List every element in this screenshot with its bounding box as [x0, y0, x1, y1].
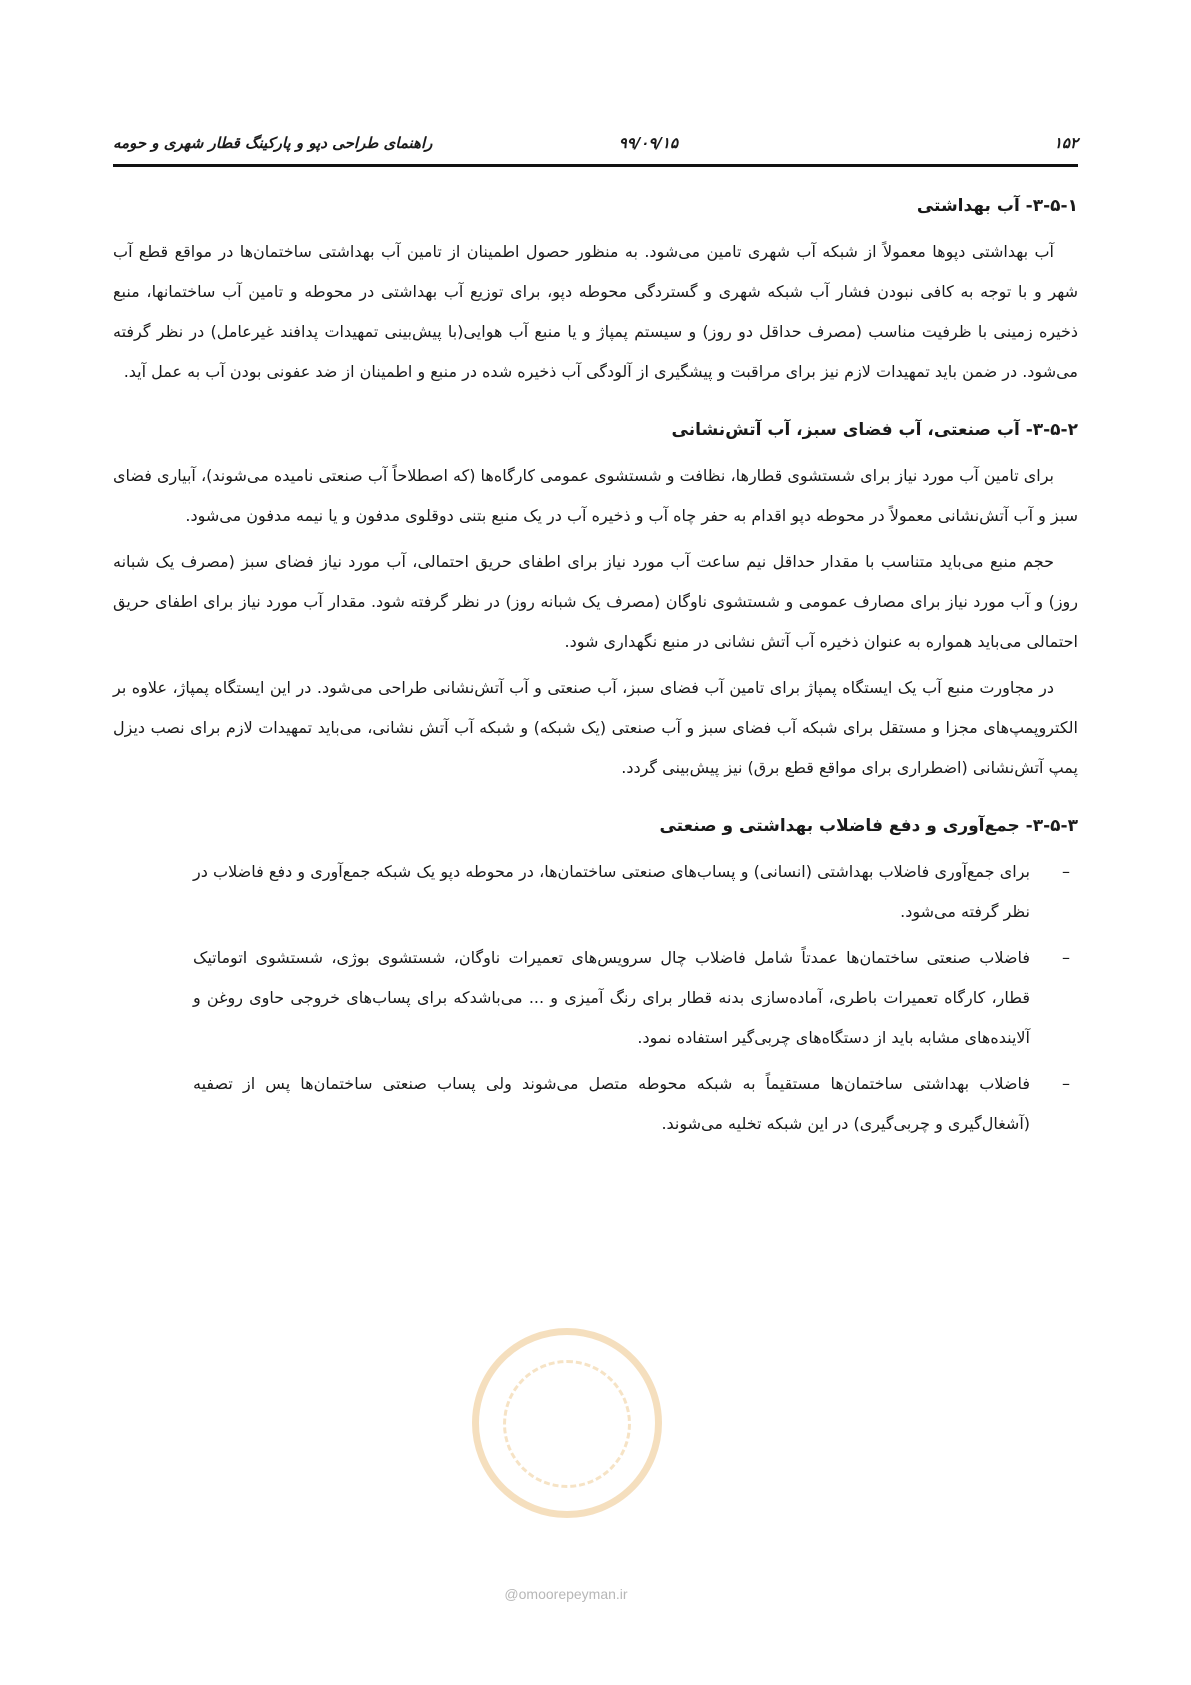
bullet-list [113, 852, 1078, 1144]
paragraph: آب بهداشتی دپوها معمولاً از شبکه آب شهری تامین می‌شود. به منظور حصول اطمینان از تامین آب بهداشتی ساختمان‌ها در مواقع قطع آب شهر و با توجه به کافی نبودن فشار آب شبکه شهری و گستردگی محوطه دپو، برای توزیع آب بهداشتی در محوطه و تامین آب ساختمانها، منبع ذخیره زمینی با ظرفیت مناسب (مصرف حداقل دو روز) و سیستم پمپاژ و یا منبع آب هوایی(با پیش‌بینی تمهیدات پدافند غیرعامل) در نظر گرفته می‌شود. در ضمن باید تمهیدات لازم نیز برای مراقبت و پیشگیری از آلودگی آب ذخیره شده در منبع و اطمینان از ضد عفونی بودن آب به عمل آید. [113, 242, 1078, 381]
bullet-marker: – [1062, 948, 1070, 967]
bullet-marker: – [1062, 862, 1070, 881]
section-industrial-water [113, 410, 1078, 788]
header-title: راهنمای طراحی دپو و پارکینگ قطار شهری و حومه [113, 134, 433, 152]
page-number: ۱۵۲ [1053, 134, 1078, 152]
section-heading: ۳-۵-۱- آب بهداشتی [916, 196, 1078, 216]
section-heading: ۳-۵-۳- جمع‌آوری و دفع فاضلاب بهداشتی و صنعتی [659, 816, 1078, 836]
page-header [113, 132, 1078, 160]
watermark-gear-icon [503, 1360, 631, 1488]
list-item-text: فاضلاب صنعتی ساختمان‌ها عمدتاً شامل فاضلاب چال سرویس‌های تعمیرات ناوگان، شستشوی بوژی، شستشوی اتوماتیک قطار، کارگاه تعمیرات باطری، آماده‌سازی بدنه قطار برای رنگ آمیزی و ... می‌باشدکه برای پساب‌های خروجی حاوی روغن و آلاینده‌های مشابه باید از دستگاه‌های چربی‌گیر استفاده نمود. [193, 948, 1030, 1047]
list-item [113, 1064, 1078, 1144]
list-item-text: فاضلاب بهداشتی ساختمان‌ها مستقیماً به شبکه محوطه متصل می‌شوند ولی پساب صنعتی ساختمان‌ها پس از تصفیه (آشغال‌گیری و چربی‌گیری) در این شبکه تخلیه می‌شوند. [193, 1074, 1030, 1133]
header-date: ۹۹/۰۹/۱۵ [618, 134, 678, 152]
list-item-text: برای جمع‌آوری فاضلاب بهداشتی (انسانی) و پساب‌های صنعتی ساختمان‌ها، در محوطه دپو یک شبکه جمع‌آوری و دفع فاضلاب در نظر گرفته می‌شود. [193, 862, 1030, 921]
list-item [113, 938, 1078, 1058]
section-heading: ۳-۵-۲- آب صنعتی، آب فضای سبز، آب آتش‌نشانی [671, 420, 1078, 440]
watermark-url: @omoorepeyman.ir [504, 1586, 628, 1602]
list-item [113, 852, 1078, 932]
paragraph: در مجاورت منبع آب یک ایستگاه پمپاژ برای تامین آب فضای سبز، آب صنعتی و آب آتش‌نشانی طراحی می‌شود. در این ایستگاه پمپاژ، علاوه بر الکتروپمپ‌های مجزا و مستقل برای شبکه آب فضای سبز و آب صنعتی (یک شبکه) و شبکه آب آتش نشانی، می‌باید تمهیدات لازم برای نصب دیزل پمپ آتش‌نشانی (اضطراری برای مواقع قطع برق) نیز پیش‌بینی گردد. [113, 678, 1078, 777]
bullet-marker: – [1062, 1074, 1070, 1093]
page-content [113, 186, 1078, 1150]
section-wastewater [113, 806, 1078, 1144]
paragraph: برای تامین آب مورد نیاز برای شستشوی قطارها، نظافت و شستشوی عمومی کارگاه‌ها (که اصطلاحاً آب صنعتی نامیده می‌شوند)، آبیاری فضای سبز و آب آتش‌نشانی معمولاً در محوطه دپو اقدام به حفر چاه آب و ذخیره آب در یک منبع بتنی دوقلوی مدفون و یا نیمه مدفون می‌شود. [113, 466, 1078, 525]
paragraph: حجم منبع می‌باید متناسب با مقدار حداقل نیم ساعت آب مورد نیاز برای اطفای حریق احتمالی، آب مورد نیاز فضای سبز (مصرف یک شبانه روز) و آب مورد نیاز برای مصارف عمومی و شستشوی ناوگان (مصرف یک شبانه روز) در نظر گرفته شود. مقدار آب مورد نیاز برای اطفای حریق احتمالی می‌باید همواره به عنوان ذخیره آب آتش نشانی در منبع نگهداری شود. [113, 552, 1078, 651]
section-sanitary-water [113, 186, 1078, 392]
header-rule [113, 164, 1078, 167]
